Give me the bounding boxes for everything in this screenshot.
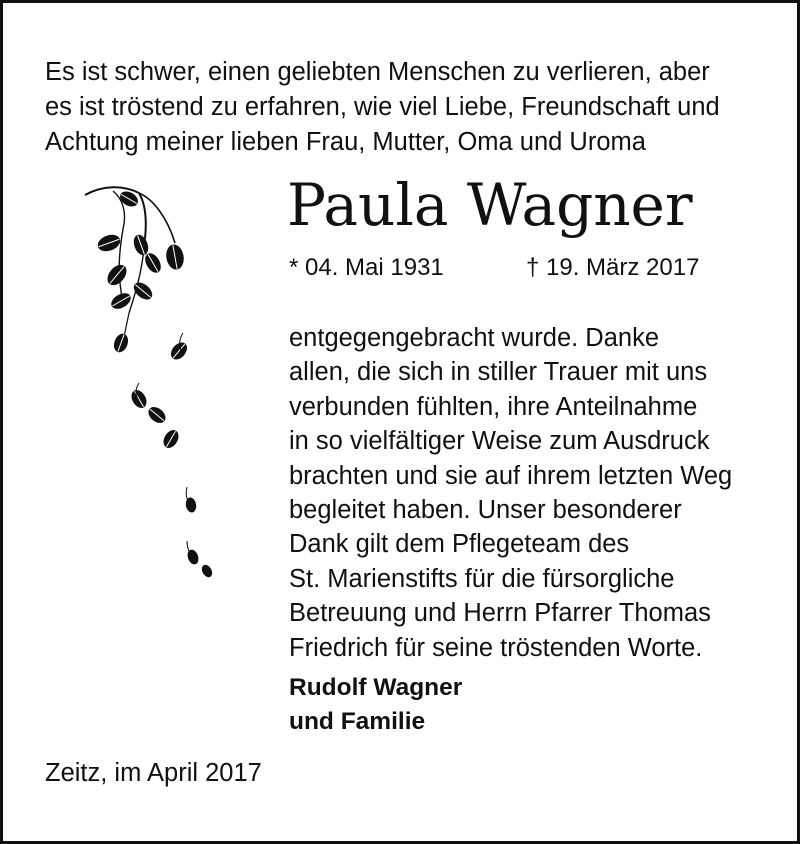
signature-line: Rudolf Wagner [289, 674, 463, 701]
body-line: Dank gilt dem Pflegeteam des [289, 530, 630, 559]
leaf [96, 233, 121, 254]
intro-text [45, 55, 785, 160]
body-line: Betreuung und Herrn Pfarrer Thomas [289, 599, 711, 628]
body-line: allen, die sich in stiller Trauer mit uns [289, 358, 708, 387]
leaf [146, 405, 168, 426]
body-line: brachten und sie auf ihrem letzten Weg [289, 461, 733, 490]
intro-line: Achtung meiner lieben Frau, Mutter, Oma und Uroma [45, 128, 646, 156]
body-line: in so vielfältiger Weise zum Ausdruck [289, 427, 710, 456]
thanks-text [289, 321, 789, 665]
leaf [161, 428, 180, 450]
leaf [165, 244, 185, 270]
body-line: Friedrich für seine tröstenden Worte. [289, 633, 703, 662]
birth-date: * 04. Mai 1931 [289, 254, 444, 281]
leaf [201, 564, 214, 578]
body-line: verbunden fühlten, ihre Anteilnahme [289, 392, 698, 421]
leaf [109, 291, 132, 311]
body-line: St. Marienstifts für die fürsorgliche [289, 564, 675, 593]
leaf [129, 388, 148, 410]
leaf [112, 332, 129, 353]
leaf [169, 340, 190, 362]
leaf [105, 262, 130, 288]
leaf [132, 234, 150, 257]
place-date: Zeitz, im April 2017 [45, 759, 262, 787]
body-line: begleitet haben. Unser besonderer [289, 496, 682, 525]
leaf [143, 251, 163, 274]
falling-leaves-branch-icon [83, 183, 223, 583]
life-dates [289, 254, 729, 288]
intro-line: Es ist schwer, einen geliebten Menschen zu verlieren, aber [45, 58, 710, 86]
death-date: † 19. März 2017 [526, 254, 700, 281]
intro-line: es ist tröstend zu erfahren, wie viel Liebe, Freundschaft und [45, 93, 720, 121]
deceased-name: Paula Wagner [287, 171, 693, 239]
leaf [131, 280, 154, 302]
body-line: entgegengebracht wurde. Danke [289, 324, 660, 352]
signature-line: und Familie [289, 708, 426, 735]
signature [289, 671, 462, 739]
